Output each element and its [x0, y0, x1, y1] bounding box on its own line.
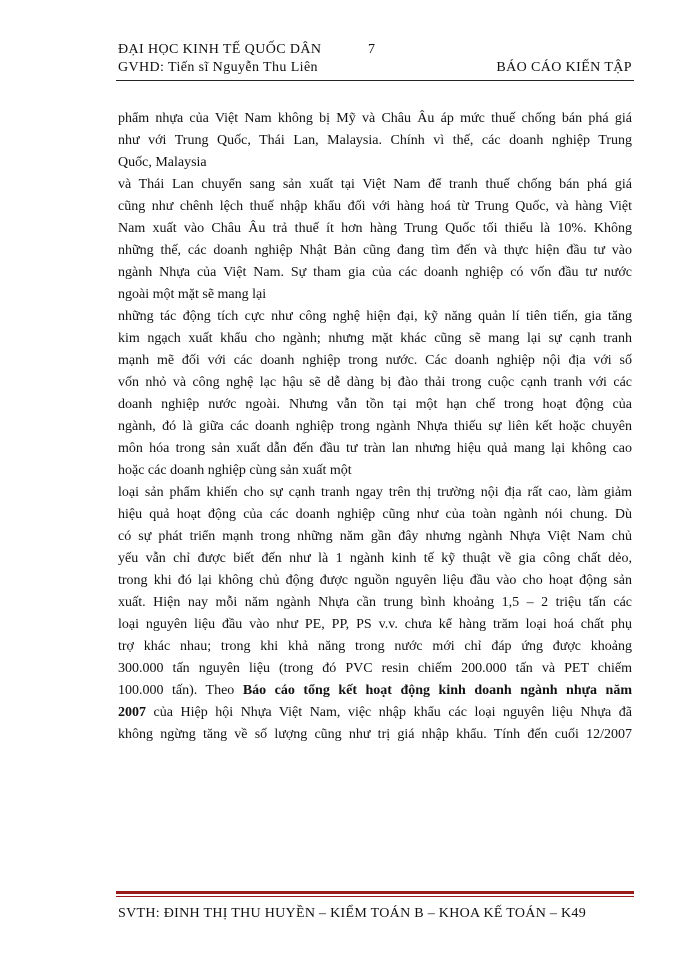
- page-number: 7: [368, 42, 375, 57]
- report-year-bold: 2007: [118, 705, 146, 720]
- text-line: yếu vẫn chỉ được biết đến như là 1 ngành kinh tế kỹ thuật về gia công chất dẻo,: [118, 551, 632, 566]
- text-line: ngành, đó là giữa các doanh nghiệp trong ngành Nhựa thiếu sự liên kết hoặc chuyên: [118, 419, 632, 434]
- text-line: [118, 702, 632, 724]
- text-line: loại sản phẩm khiến cho sự cạnh tranh ngay trên thị trường nội địa rất cao, làm giảm: [118, 485, 632, 500]
- text-line: hiệu quả hoạt động của các doanh nghiệp cũng như của toàn ngành nói chung. Dù: [118, 507, 632, 522]
- header-report-title: BÁO CÁO KIẾN TẬP: [496, 60, 632, 75]
- text-line: phẩm nhựa của Việt Nam không bị Mỹ và Châu Âu áp mức thuế chống bán phá giá: [118, 111, 632, 126]
- text-line: xuất. Hiện nay mỗi năm ngành Nhựa cần trung bình khoảng 1,5 – 2 triệu tấn các: [118, 595, 632, 610]
- text-line: 300.000 tấn nguyên liệu (trong đó PVC resin chiếm 200.000 tấn và PET chiếm: [118, 661, 632, 676]
- text-line: những thế, các doanh nghiệp Nhật Bản cũng đang tìm đến và thực hiện đầu tư vào: [118, 243, 632, 258]
- text-line: mạnh mẽ đối với các doanh nghiệp trong nước. Các doanh nghiệp nội địa với số: [118, 353, 632, 368]
- text-line: cũng như chênh lệch thuế nhập khẩu đối với hàng hoá từ Trung Quốc, và hàng Việt: [118, 199, 632, 214]
- text-line: hoặc các doanh nghiệp cùng sản xuất một: [118, 463, 352, 478]
- text-segment: 100.000 tấn). Theo: [118, 683, 243, 698]
- footer-rule-thick: [116, 891, 634, 894]
- text-line: ngành Nhựa của Việt Nam. Sự tham gia của các doanh nghiệp có vốn đầu tư nước: [118, 265, 632, 280]
- text-line: loại nguyên liệu đầu vào như PE, PP, PS v.v. chưa kể hàng trăm loại hoá chất phụ: [118, 617, 632, 632]
- report-reference-bold: Báo cáo tổng kết hoạt động kinh doanh ngành nhựa năm: [242, 683, 632, 698]
- text-line: doanh nghiệp nước ngoài. Nhưng vẫn tồn tại một hạn chế trong hoạt động của: [118, 397, 632, 412]
- text-line: kim ngạch xuất khẩu cho ngành; nhưng mặt khác cũng sẽ mang lại sự cạnh tranh: [118, 331, 632, 346]
- text-line: môn hóa trong sản xuất dẫn đến đầu tư tràn lan nhưng hiệu quả mang lại không cao: [118, 441, 632, 456]
- footer-author: SVTH: ĐINH THỊ THU HUYỀN – KIỂM TOÁN B – KHOA KẾ TOÁN – K49: [118, 906, 587, 921]
- text-line: Nam xuất vào Châu Âu trả thuế ít hơn hàng Trung Quốc tối thiểu là 10%. Không: [118, 221, 632, 236]
- text-line: những tác động tích cực như công nghệ hiện đại, kỹ năng quản lí tiên tiến, gia tăng: [118, 309, 632, 324]
- text-line: không ngừng tăng về số lượng cũng như trị giá nhập khẩu. Tính đến cuối 12/2007: [118, 727, 632, 742]
- text-line: như với Trung Quốc, Thái Lan, Malaysia. Chính vì thế, các doanh nghiệp Trung: [118, 133, 632, 148]
- text-line: trợ khác nhau; trong khi khả năng trong nước mới chỉ đáp ứng được khoảng: [118, 639, 632, 654]
- footer-rule-thin: [116, 896, 634, 897]
- header-supervisor: GVHD: Tiến sĩ Nguyễn Thu Liên: [118, 60, 318, 75]
- header-university: ĐẠI HỌC KINH TẾ QUỐC DÂN: [118, 42, 322, 57]
- text-line: và Thái Lan chuyển sang sản xuất tại Việt Nam để tranh thuế chống bán phá giá: [118, 177, 632, 192]
- header-rule: [116, 80, 634, 81]
- text-line: trong khi đó lại không chủ động được nguồn nguyên liệu đầu vào cho hoạt động sản: [118, 573, 632, 588]
- text-line: ngoài một mặt sẽ mang lại: [118, 287, 267, 302]
- text-line: vốn nhỏ và công nghệ lạc hậu sẽ dễ dàng bị đào thải trong cuộc cạnh tranh với các: [118, 375, 632, 390]
- text-line: [118, 680, 632, 702]
- text-line: Quốc, Malaysia: [118, 155, 207, 170]
- text-line: có sự phát triển mạnh trong những năm gần đây nhưng ngành Nhựa Việt Nam chủ: [118, 529, 632, 544]
- body-text: [118, 108, 632, 746]
- text-segment: của Hiệp hội Nhựa Việt Nam, việc nhập khẩu các loại nguyên liệu Nhựa đã: [146, 705, 632, 720]
